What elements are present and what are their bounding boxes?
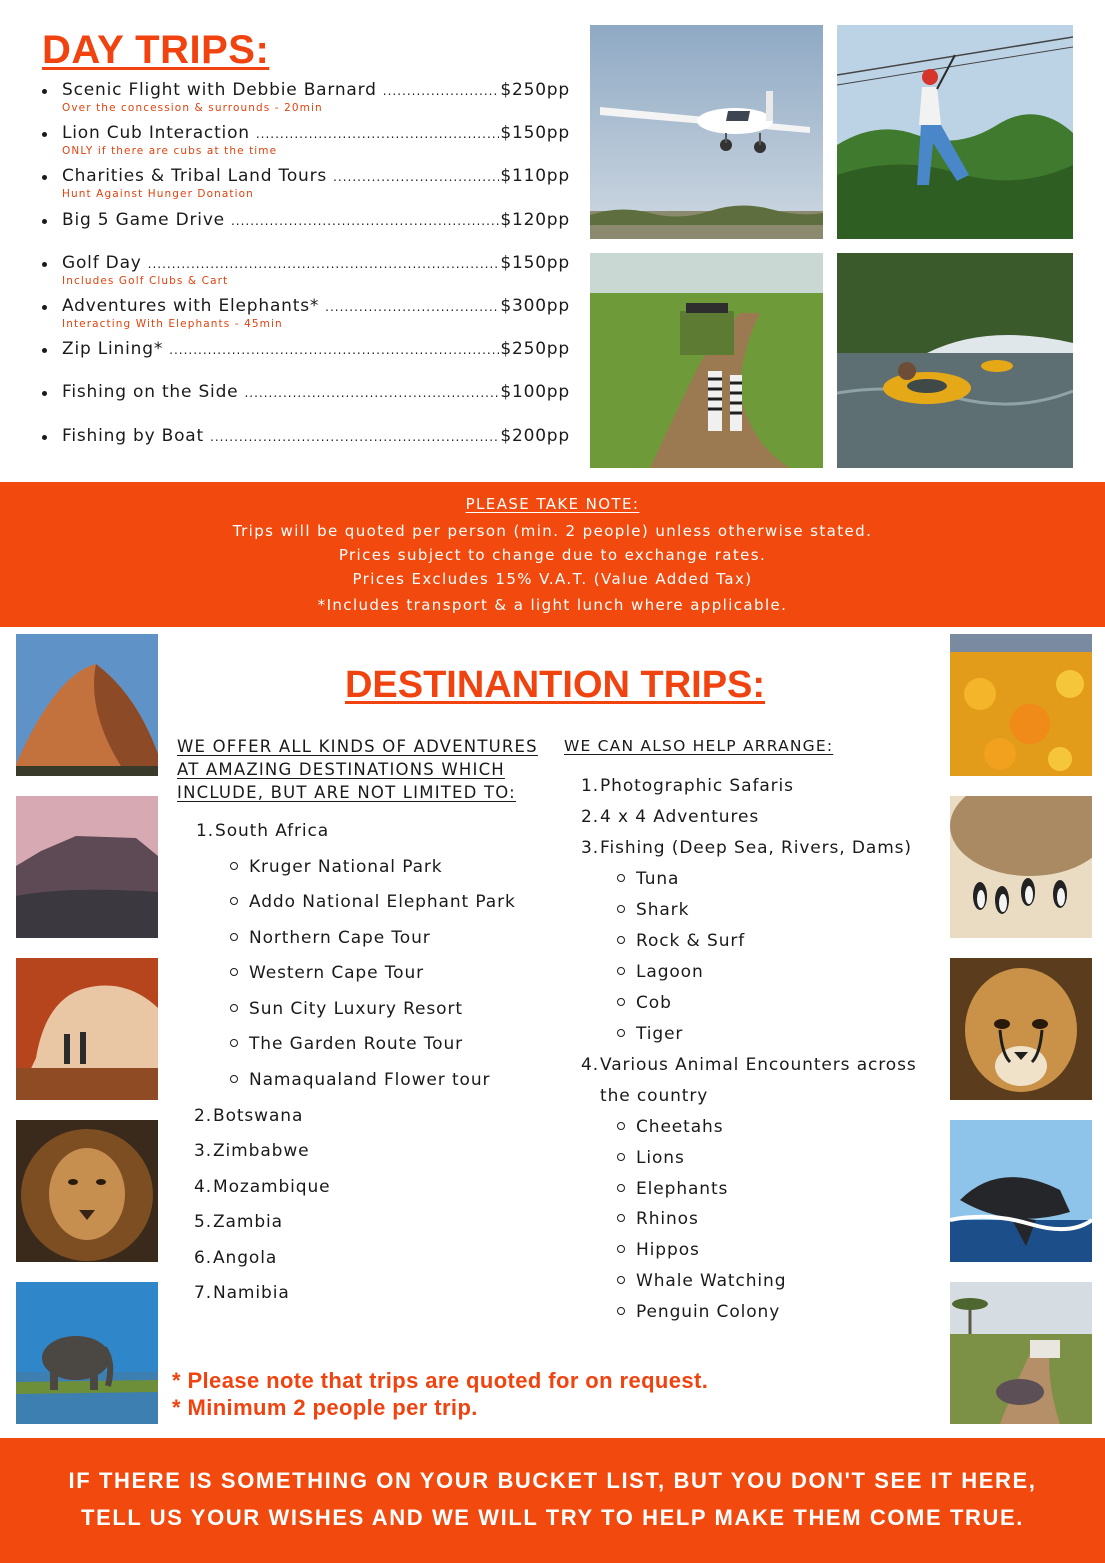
- arrange-item: 3.Fishing (Deep Sea, Rivers, Dams): [581, 838, 912, 858]
- day-trip-price: $150pp: [500, 123, 570, 144]
- notice-heading: PLEASE TAKE NOTE:: [465, 495, 640, 513]
- day-trip-item: [40, 78, 570, 121]
- animal-encounter-item: Hippos: [617, 1238, 700, 1262]
- day-trip-item: [40, 208, 570, 251]
- minimum-people-note: * Minimum 2 people per trip.: [172, 1395, 478, 1420]
- day-trip-price: $110pp: [500, 166, 570, 187]
- destination-country-item: 7.Namibia: [194, 1283, 290, 1303]
- day-trip-name: Lion Cub Interaction: [62, 123, 250, 144]
- whale-breach-photo: [950, 1120, 1092, 1262]
- animal-encounter-item: Penguin Colony: [617, 1300, 780, 1324]
- day-trip-item: [40, 380, 570, 423]
- notice-line: Prices subject to change due to exchange rates.: [338, 546, 767, 564]
- day-trip-item: [40, 164, 570, 207]
- day-trip-price: $250pp: [500, 339, 570, 360]
- day-trip-price: $300pp: [500, 295, 570, 316]
- day-trip-note: ONLY if there are cubs at the time: [62, 145, 278, 158]
- lion-portrait-photo: [16, 1120, 158, 1262]
- day-trip-note: Includes Golf Clubs & Cart: [62, 274, 229, 287]
- cheetah-portrait-photo: [950, 958, 1092, 1100]
- animal-encounter-item: Cheetahs: [617, 1115, 723, 1139]
- south-africa-tour-item: Western Cape Tour: [230, 961, 424, 985]
- notice-line: Trips will be quoted per person (min. 2 people) unless otherwise stated.: [232, 522, 873, 540]
- arrange-item-continuation: the country: [600, 1086, 709, 1106]
- arrange-intro: WE CAN ALSO HELP ARRANGE:: [564, 737, 834, 755]
- day-trip-name: Zip Lining*: [62, 339, 164, 360]
- fishing-type-item: Rock & Surf: [617, 929, 745, 953]
- destination-notes: [172, 1367, 708, 1421]
- day-trip-name: Golf Day: [62, 252, 142, 273]
- day-trip-item: [40, 424, 570, 467]
- animal-encounter-item: Rhinos: [617, 1207, 699, 1231]
- day-trips-title: DAY TRIPS:: [42, 28, 270, 72]
- scenic-flight-plane-photo: [590, 25, 823, 239]
- zip-lining-photo: [837, 25, 1073, 239]
- arrange-item: 4.Various Animal Encounters across: [581, 1055, 917, 1075]
- day-trip-name: Fishing on the Side: [62, 382, 239, 403]
- notice-banner: [0, 482, 1105, 627]
- destination-trips-title: DESTINANTION TRIPS:: [344, 664, 766, 706]
- day-trip-item: [40, 251, 570, 294]
- destination-country-item: 3.Zimbabwe: [194, 1141, 310, 1161]
- animal-encounter-item: Whale Watching: [617, 1269, 786, 1293]
- namaqualand-flowers-photo: [950, 634, 1092, 776]
- footer-line: TELL US YOUR WISHES AND WE WILL TRY TO HELP MAKE THEM COME TRUE.: [81, 1505, 1024, 1530]
- arrange-item: 2.4 x 4 Adventures: [581, 807, 760, 827]
- destination-country-item: 4.Mozambique: [194, 1177, 331, 1197]
- day-trip-note: Over the concession & surrounds - 20min: [62, 102, 323, 114]
- footer-line: IF THERE IS SOMETHING ON YOUR BUCKET LIST, BUT YOU DON'T SEE IT HERE,: [68, 1468, 1037, 1493]
- destination-country-item: 2.Botswana: [194, 1106, 304, 1126]
- penguin-colony-photo: [950, 796, 1092, 938]
- day-trip-note: Hunt Against Hunger Donation: [62, 188, 254, 201]
- rock-arch-hikers-photo: [16, 958, 158, 1100]
- destinations-intro: WE OFFER ALL KINDS OF ADVENTURES AT AMAZING DESTINATIONS WHICH INCLUDE, BUT ARE NOT LIMITED TO:: [177, 737, 538, 802]
- elephant-river-photo: [16, 1282, 158, 1424]
- destination-country-item: 5.Zambia: [194, 1212, 283, 1232]
- day-trip-name: Fishing by Boat: [62, 425, 204, 446]
- quote-on-request-note: * Please note that trips are quoted for on request.: [172, 1368, 709, 1393]
- fishing-type-item: Tuna: [617, 867, 679, 891]
- day-trip-name: Charities & Tribal Land Tours: [62, 166, 328, 187]
- day-trip-name: Scenic Flight with Debbie Barnard: [62, 80, 377, 100]
- destination-country-item: 1.South Africa: [196, 821, 330, 841]
- hippo-safari-photo: [950, 1282, 1092, 1424]
- south-africa-tour-item: Sun City Luxury Resort: [230, 997, 463, 1021]
- fishing-type-item: Shark: [617, 898, 689, 922]
- notice-line: Prices Excludes 15% V.A.T. (Value Added Tax): [352, 570, 753, 588]
- day-trip-price: $150pp: [500, 252, 570, 273]
- fishing-type-item: Cob: [617, 991, 672, 1015]
- arrange-item: 1.Photographic Safaris: [581, 776, 794, 796]
- river-tubing-photo: [837, 253, 1073, 468]
- day-trip-price: $250pp: [500, 80, 570, 100]
- day-trip-name: Adventures with Elephants*: [62, 295, 320, 316]
- animal-encounter-item: Lions: [617, 1146, 685, 1170]
- south-africa-tour-item: Northern Cape Tour: [230, 926, 431, 950]
- bucket-list-footer: [0, 1438, 1105, 1563]
- south-africa-tour-item: Namaqualand Flower tour: [230, 1068, 490, 1092]
- day-trip-price: $100pp: [500, 382, 570, 403]
- south-africa-tour-item: Kruger National Park: [230, 855, 443, 879]
- south-africa-tour-item: Addo National Elephant Park: [230, 890, 516, 914]
- fishing-type-item: Lagoon: [617, 960, 704, 984]
- south-africa-tour-item: The Garden Route Tour: [230, 1032, 463, 1056]
- day-trip-price: $200pp: [500, 425, 570, 446]
- day-trip-note: Interacting With Elephants - 45min: [62, 317, 283, 330]
- day-trips-list: [40, 78, 570, 467]
- namib-dune-photo: [16, 634, 158, 776]
- notice-line: *Includes transport & a light lunch where applicable.: [317, 596, 788, 614]
- day-trip-name: Big 5 Game Drive: [62, 209, 225, 230]
- destination-country-item: 6.Angola: [194, 1248, 278, 1268]
- table-mountain-photo: [16, 796, 158, 938]
- animal-encounter-item: Elephants: [617, 1177, 728, 1201]
- day-trip-item: [40, 294, 570, 337]
- fishing-type-item: Tiger: [617, 1022, 683, 1046]
- day-trip-price: $120pp: [500, 209, 570, 230]
- day-trip-item: [40, 337, 570, 380]
- safari-zebras-photo: [590, 253, 823, 468]
- day-trip-item: [40, 121, 570, 164]
